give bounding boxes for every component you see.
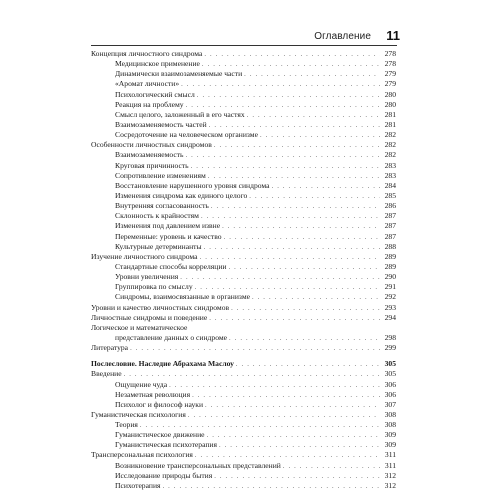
toc-entry-section[interactable] bbox=[91, 410, 396, 420]
toc-entry-title: Восстановление нарушенного уровня синдрома bbox=[115, 180, 270, 190]
toc-entry-page: 311 bbox=[384, 460, 396, 470]
toc-entry-page: 299 bbox=[384, 343, 396, 353]
toc-entry-page: 308 bbox=[384, 420, 396, 430]
toc-entry-section[interactable] bbox=[91, 252, 396, 262]
toc-entry-title: Группировка по смыслу bbox=[115, 282, 193, 292]
toc-entry-subsection[interactable] bbox=[91, 79, 396, 89]
toc-entry-section[interactable] bbox=[91, 343, 396, 353]
toc-entry-page: 282 bbox=[384, 130, 396, 140]
toc-entry-title: Возникновение трансперсональных представлений bbox=[115, 460, 281, 470]
toc-entry-section[interactable] bbox=[91, 369, 396, 379]
toc-entry-page: 290 bbox=[384, 272, 396, 282]
toc-entry-title: Круговая причинность bbox=[115, 160, 189, 170]
toc-entry-subsection[interactable] bbox=[91, 390, 396, 400]
toc-entry-page: 292 bbox=[384, 292, 396, 302]
toc-entry-page: 293 bbox=[384, 302, 396, 312]
toc-entry-title: Культурные детерминанты bbox=[115, 241, 202, 251]
toc-entry-subsection[interactable] bbox=[91, 400, 396, 410]
toc-entry-section[interactable] bbox=[91, 313, 396, 323]
toc-entry-title: Трансперсональная психология bbox=[91, 450, 193, 460]
toc-entry-title: Гуманистическая психология bbox=[91, 409, 186, 419]
toc-entry-title: Теория bbox=[115, 420, 138, 430]
toc-entry-title: Введение bbox=[91, 369, 122, 379]
toc-entry-page: 305 bbox=[384, 359, 396, 369]
toc-entry-page: 308 bbox=[384, 409, 396, 419]
toc-entry-subsection[interactable] bbox=[91, 272, 396, 282]
toc-entry-page: 283 bbox=[384, 170, 396, 180]
toc-entry-section[interactable] bbox=[91, 359, 396, 369]
toc-entry-page: 298 bbox=[384, 332, 396, 342]
toc-entry-subsection[interactable] bbox=[91, 120, 396, 130]
toc-entry-page: 288 bbox=[384, 241, 396, 251]
toc-entry-page: 284 bbox=[384, 180, 396, 190]
toc-entry-subsection[interactable] bbox=[91, 161, 396, 171]
toc-entry-subsection[interactable] bbox=[91, 221, 396, 231]
header-page-number: 11 bbox=[386, 28, 400, 43]
toc-entry-title: Психолог и философ науки bbox=[115, 399, 204, 409]
toc-entry-title: Смысл целого, заложенный в его частях bbox=[115, 109, 245, 119]
toc-entry-page: 287 bbox=[384, 221, 396, 231]
toc-entry-title: Склонность к крайностям bbox=[115, 211, 199, 221]
toc-entry-page: 306 bbox=[384, 379, 396, 389]
toc-entry-title: Переменные: уровень и качество bbox=[115, 231, 222, 241]
header-rule bbox=[91, 45, 397, 46]
toc-entry-subsection[interactable] bbox=[91, 100, 396, 110]
toc-entry-page: 289 bbox=[384, 251, 396, 261]
toc-entry-section[interactable] bbox=[91, 49, 396, 59]
toc-entry-page: 279 bbox=[384, 79, 396, 89]
toc-entry-page: 307 bbox=[384, 399, 396, 409]
toc-entry-title: Психологический смысл bbox=[115, 89, 195, 99]
toc-entry-page: 287 bbox=[384, 211, 396, 221]
toc-entry-title: Логическое и математическое bbox=[91, 322, 188, 332]
toc-entry-page: 312 bbox=[384, 480, 396, 490]
toc-entry-subsection[interactable] bbox=[91, 171, 396, 181]
toc-entry-page: 305 bbox=[384, 369, 396, 379]
toc-entry-subsection[interactable] bbox=[91, 90, 396, 100]
toc-entry-subsection[interactable] bbox=[91, 242, 396, 252]
toc-entry-title: Динамически взаимозаменяемые части bbox=[115, 69, 243, 79]
toc-entry-page: 309 bbox=[384, 430, 396, 440]
header-title: Оглавление bbox=[314, 31, 371, 42]
toc-entry-page: 291 bbox=[384, 282, 396, 292]
toc-entry-page: 312 bbox=[384, 470, 396, 480]
toc-entry-subsection[interactable] bbox=[91, 69, 396, 79]
toc-entry-subsection[interactable] bbox=[91, 440, 396, 450]
toc-entry-title: Реакция на проблему bbox=[115, 99, 184, 109]
toc-entry-title: Медицинское применение bbox=[115, 59, 200, 69]
dot-leader bbox=[163, 482, 381, 492]
toc-entry-subsection[interactable] bbox=[91, 59, 396, 69]
toc-entry-page: 280 bbox=[384, 99, 396, 109]
toc-entry-title: Гуманистическая психотерапия bbox=[115, 440, 217, 450]
toc-entry-title: Психотерапия bbox=[115, 480, 161, 490]
toc-entry-section[interactable] bbox=[91, 323, 396, 333]
toc-entry-page: 289 bbox=[384, 261, 396, 271]
toc-entry-subsection[interactable] bbox=[91, 211, 396, 221]
toc-entry-page: 278 bbox=[384, 59, 396, 69]
toc-entry-page: 280 bbox=[384, 89, 396, 99]
toc-entry-title: Послесловие. Наследие Абрахама Маслоу bbox=[91, 359, 234, 369]
toc-entry-page: 281 bbox=[384, 109, 396, 119]
toc-entry-page: 285 bbox=[384, 190, 396, 200]
toc-entry-subsection[interactable] bbox=[91, 471, 396, 481]
toc-entry-title: Внутренняя согласованность bbox=[115, 201, 209, 211]
toc-entry-page: 279 bbox=[384, 69, 396, 79]
toc-entry-subsection[interactable] bbox=[91, 201, 396, 211]
toc-entry-title: Ощущение чуда bbox=[115, 379, 168, 389]
toc-entry-title: «Аромат личности» bbox=[115, 79, 180, 89]
toc-entry-section[interactable] bbox=[91, 450, 396, 460]
toc-entry-subsection[interactable] bbox=[91, 110, 396, 120]
toc-entry-title: Незаметная революция bbox=[115, 389, 191, 399]
toc-entry-subsection[interactable] bbox=[91, 191, 396, 201]
toc-entry-page: 294 bbox=[384, 312, 396, 322]
toc-entry-page: 309 bbox=[384, 440, 396, 450]
toc-entry-page: 281 bbox=[384, 119, 396, 129]
toc-entry-title: Гуманистическое движение bbox=[115, 430, 205, 440]
toc-entry-title: Изучение личностного синдрома bbox=[91, 251, 198, 261]
toc-entry-subsection[interactable] bbox=[91, 481, 396, 491]
table-of-contents bbox=[91, 49, 396, 491]
toc-entry-title: Литература bbox=[91, 343, 129, 353]
toc-entry-title: Уровни увеличения bbox=[115, 272, 179, 282]
toc-entry-subsection[interactable] bbox=[91, 150, 396, 160]
toc-entry-title: Особенности личностных синдромов bbox=[91, 140, 212, 150]
toc-entry-title: представление данных о синдроме bbox=[115, 332, 228, 342]
toc-entry-title: Сосредоточение на человеческом организме bbox=[115, 130, 258, 140]
toc-entry-page: 283 bbox=[384, 160, 396, 170]
toc-entry-title: Стандартные способы корреляции bbox=[115, 261, 227, 271]
toc-entry-subsection[interactable] bbox=[91, 461, 396, 471]
toc-entry-subsection[interactable] bbox=[91, 333, 396, 343]
toc-entry-page: 287 bbox=[384, 231, 396, 241]
toc-entry-title: Взаимозаменяемость частей bbox=[115, 119, 207, 129]
running-header bbox=[91, 28, 400, 46]
toc-entry-title: Изменения под давлением извне bbox=[115, 221, 221, 231]
toc-entry-subsection[interactable] bbox=[91, 232, 396, 242]
toc-entry-page: 306 bbox=[384, 389, 396, 399]
toc-entry-subsection[interactable] bbox=[91, 420, 396, 430]
toc-entry-title: Личностные синдромы и поведение bbox=[91, 312, 208, 322]
toc-entry-subsection[interactable] bbox=[91, 380, 396, 390]
toc-entry-page: 282 bbox=[384, 150, 396, 160]
toc-entry-title: Уровни и качество личностных синдромов bbox=[91, 302, 230, 312]
dot-leader bbox=[130, 344, 380, 354]
toc-entry-page: 286 bbox=[384, 201, 396, 211]
toc-entry-page: 311 bbox=[384, 450, 396, 460]
toc-entry-subsection[interactable] bbox=[91, 181, 396, 191]
toc-entry-title: Исследование природы бытия bbox=[115, 470, 213, 480]
toc-entry-title: Взаимозаменяемость bbox=[115, 150, 184, 160]
toc-entry-title: Изменения синдрома как единого целого bbox=[115, 190, 248, 200]
toc-entry-subsection[interactable] bbox=[91, 130, 396, 140]
toc-entry-subsection[interactable] bbox=[91, 430, 396, 440]
toc-entry-subsection[interactable] bbox=[91, 262, 396, 272]
toc-entry-title: Синдромы, взаимосвязанные в организме bbox=[115, 292, 250, 302]
toc-entry-page: 282 bbox=[384, 140, 396, 150]
toc-entry-subsection[interactable] bbox=[91, 282, 396, 292]
toc-entry-title: Сопротивление изменениям bbox=[115, 170, 206, 180]
toc-entry-section[interactable] bbox=[91, 303, 396, 313]
toc-entry-subsection[interactable] bbox=[91, 292, 396, 302]
toc-entry-page: 278 bbox=[384, 49, 396, 58]
toc-entry-section[interactable] bbox=[91, 140, 396, 150]
toc-entry-title: Концепция личностного синдрома bbox=[91, 49, 203, 58]
